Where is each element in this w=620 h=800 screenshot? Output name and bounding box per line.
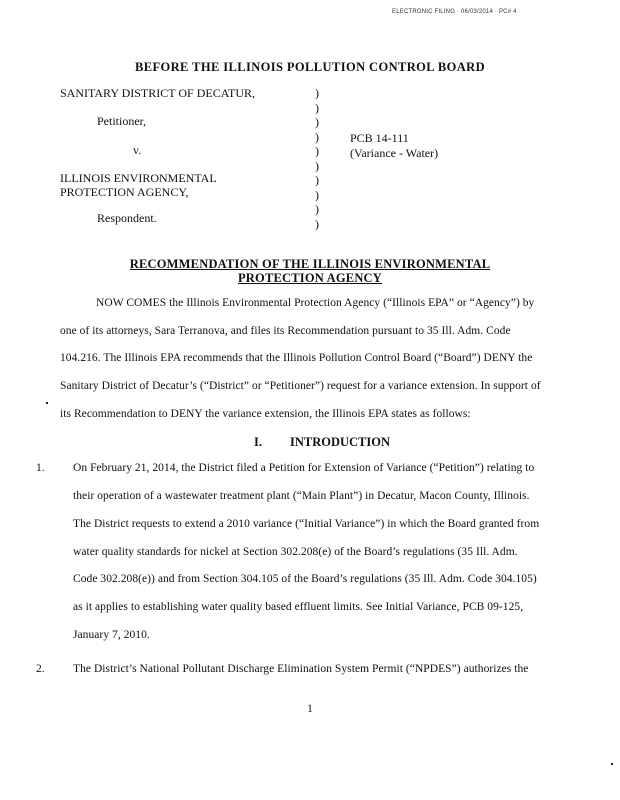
page-number: 1 [307,703,313,715]
electronic-filing-stamp: ELECTRONIC FILING · 06/03/2014 · PC# 4 [392,9,517,15]
intro-line: its Recommendation to DENY the variance extension, the Illinois EPA states as follows: [60,408,471,420]
intro-line: one of its attorneys, Sara Terranova, and files its Recommendation pursuant to 35 Ill. Adm. Code [60,325,511,337]
intro-line: 104.216. The Illinois EPA recommends that the Illinois Pollution Control Board (“Board”) DENY the [60,352,533,364]
paragraph-number: 2. [36,663,45,675]
board-title: BEFORE THE ILLINOIS POLLUTION CONTROL BOARD [134,60,486,74]
respondent-label: Respondent. [97,211,157,225]
paragraph-number: 1. [36,462,45,474]
intro-line: Sanitary District of Decatur’s (“District” or “Petitioner”) request for a variance extension. In support of [60,380,541,392]
paragraph-line: their operation of a wastewater treatment plant (“Main Plant”) in Decatur, Macon County, Illinois. [73,490,530,502]
respondent-name-line1: ILLINOIS ENVIRONMENTAL [60,171,217,185]
case-number: PCB 14-111 [350,131,409,145]
recommendation-title-line2: PROTECTION AGENCY [237,271,383,285]
scan-speck [46,402,48,404]
scan-speck [611,763,613,765]
paragraph-line: The District requests to extend a 2010 variance (“Initial Variance”) in which the Board granted from [73,518,540,530]
respondent-name-line2: PROTECTION AGENCY, [60,185,189,199]
paragraph-line: as it applies to establishing water quality based effluent limits. See Initial Variance, PCB 09-125, [73,601,524,613]
petitioner-name: SANITARY DISTRICT OF DECATUR, [60,86,256,100]
case-type: (Variance - Water) [350,146,439,160]
paragraph-line: Code 302.208(e)) and from Section 304.105 of the Board’s regulations (35 Ill. Adm. Code 304.105) [73,573,537,585]
caption-parentheses: ) ) ) ) ) ) ) ) ) ) [315,86,319,231]
intro-line: NOW COMES the Illinois Environmental Protection Agency (“Illinois EPA” or “Agency”) by [96,297,535,309]
section-heading [254,435,390,450]
paragraph-line: The District’s National Pollutant Discharge Elimination System Permit (“NPDES”) authorizes the [73,663,529,675]
section-number: I. [254,435,262,449]
recommendation-title [0,257,620,285]
paragraph-line: water quality standards for nickel at Section 302.208(e) of the Board’s regulations (35 Ill. Adm. [73,546,518,558]
versus-label: v. [133,143,142,157]
petitioner-label: Petitioner, [97,114,147,128]
section-title: INTRODUCTION [290,435,391,449]
paragraph-line: On February 21, 2014, the District filed a Petition for Extension of Variance (“Petition”) relating to [73,462,535,474]
recommendation-title-line1: RECOMMENDATION OF THE ILLINOIS ENVIRONMENTAL [129,257,491,271]
paragraph-line: January 7, 2010. [73,629,150,641]
